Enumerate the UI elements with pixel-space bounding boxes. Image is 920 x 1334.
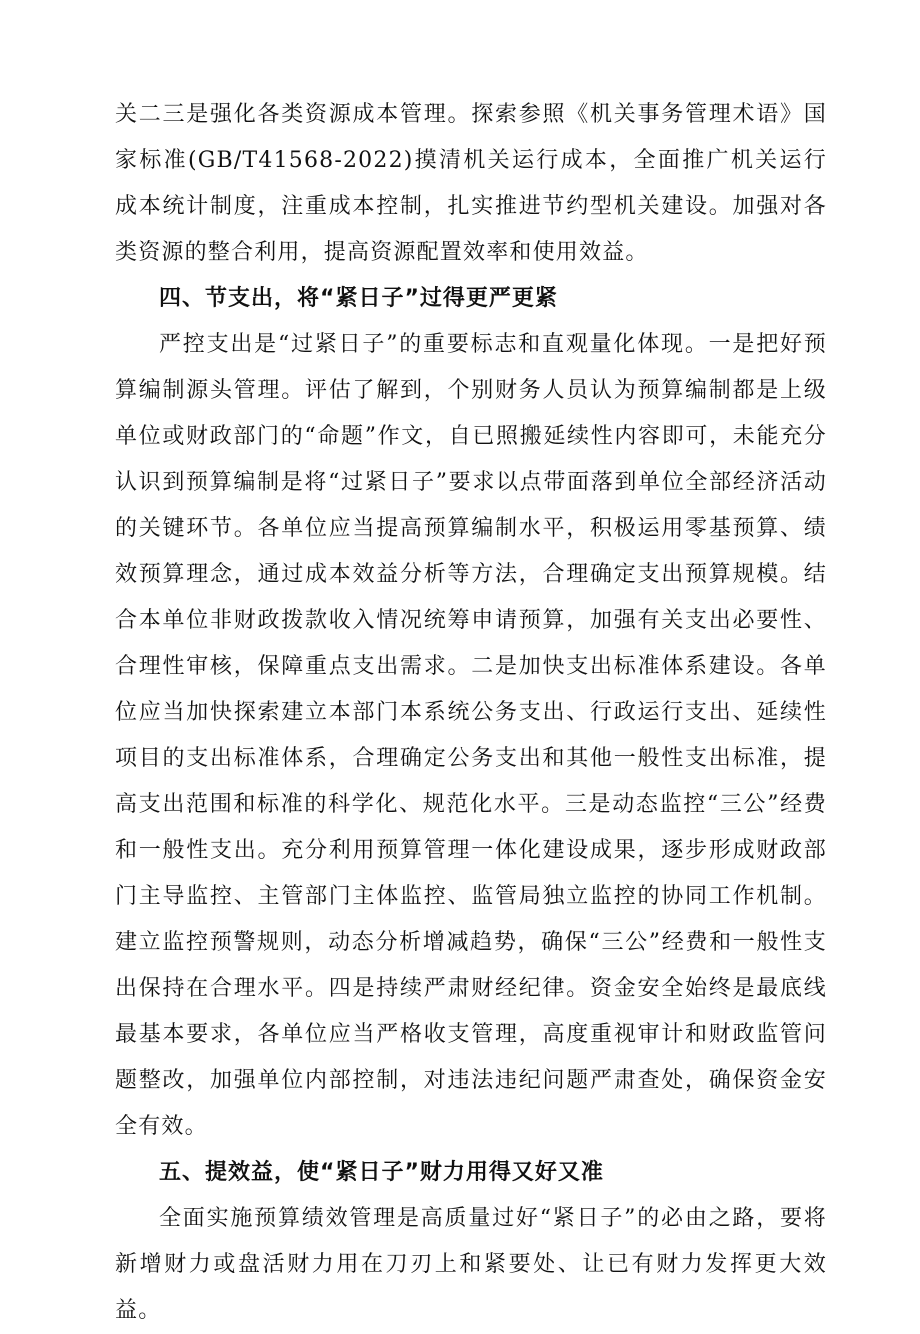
section-heading: 四、节支出，将“紧日子”过得更严更紧 xyxy=(159,286,558,311)
body-paragraph: 关二三是强化各类资源成本管理。探索参照《机关事务管理术语》国家标准(GB/T41568-2022)摸清机关运行成本，全面推广机关运行成本统计制度，注重成本控制，扎实推进节约型机关建设。加强对各类资源的整合利用，提高资源配置效率和使用效益。 xyxy=(115,102,827,265)
body-paragraph: 严控支出是“过紧日子”的重要标志和直观量化体现。一是把好预算编制源头管理。评估了解到，个别财务人员认为预算编制都是上级单位或财政部门的“命题”作文，自已照搬延续性内容即可，未能充分认识到预算编制是将“过紧日子”要求以点带面落到单位全部经济活动的关键环节。各单位应当提高预算编制水平，积极运用零基预算、绩效预算理念，通过成本效益分析等方法，合理确定支出预算规模。结合本单位非财政拨款收入情况统筹申请预算，加强有关支出必要性、合理性审核，保障重点支出需求。二是加快支出标准体系建设。各单位应当加快探索建立本部门本系统公务支出、行政运行支出、延续性项目的支出标准体系，合理确定公务支出和其他一般性支出标准，提高支出范围和标准的科学化、规范化水平。三是动态监控“三公”经费和一般性支出。充分利用预算管理一体化建设成果，逐步形成财政部门主导监控、主管部门主体监控、监管局独立监控的协同工作机制。建立监控预警规则，动态分析增减趋势，确保“三公”经费和一般性支出保持在合理水平。四是持续严肃财经纪律。资金安全始终是最底线最基本要求，各单位应当严格收支管理，高度重视审计和财政监管问题整改，加强单位内部控制，对违法违纪问题严肃查处，确保资金安全有效。 xyxy=(115,332,827,1139)
body-paragraph: 全面实施预算绩效管理是高质量过好“紧日子”的必由之路，要将新增财力或盘活财力用在刀刃上和紧要处、让已有财力发挥更大效益。 xyxy=(115,1206,827,1323)
section-heading: 五、提效益，使“紧日子”财力用得又好又准 xyxy=(159,1160,604,1185)
document-page xyxy=(115,92,827,1334)
